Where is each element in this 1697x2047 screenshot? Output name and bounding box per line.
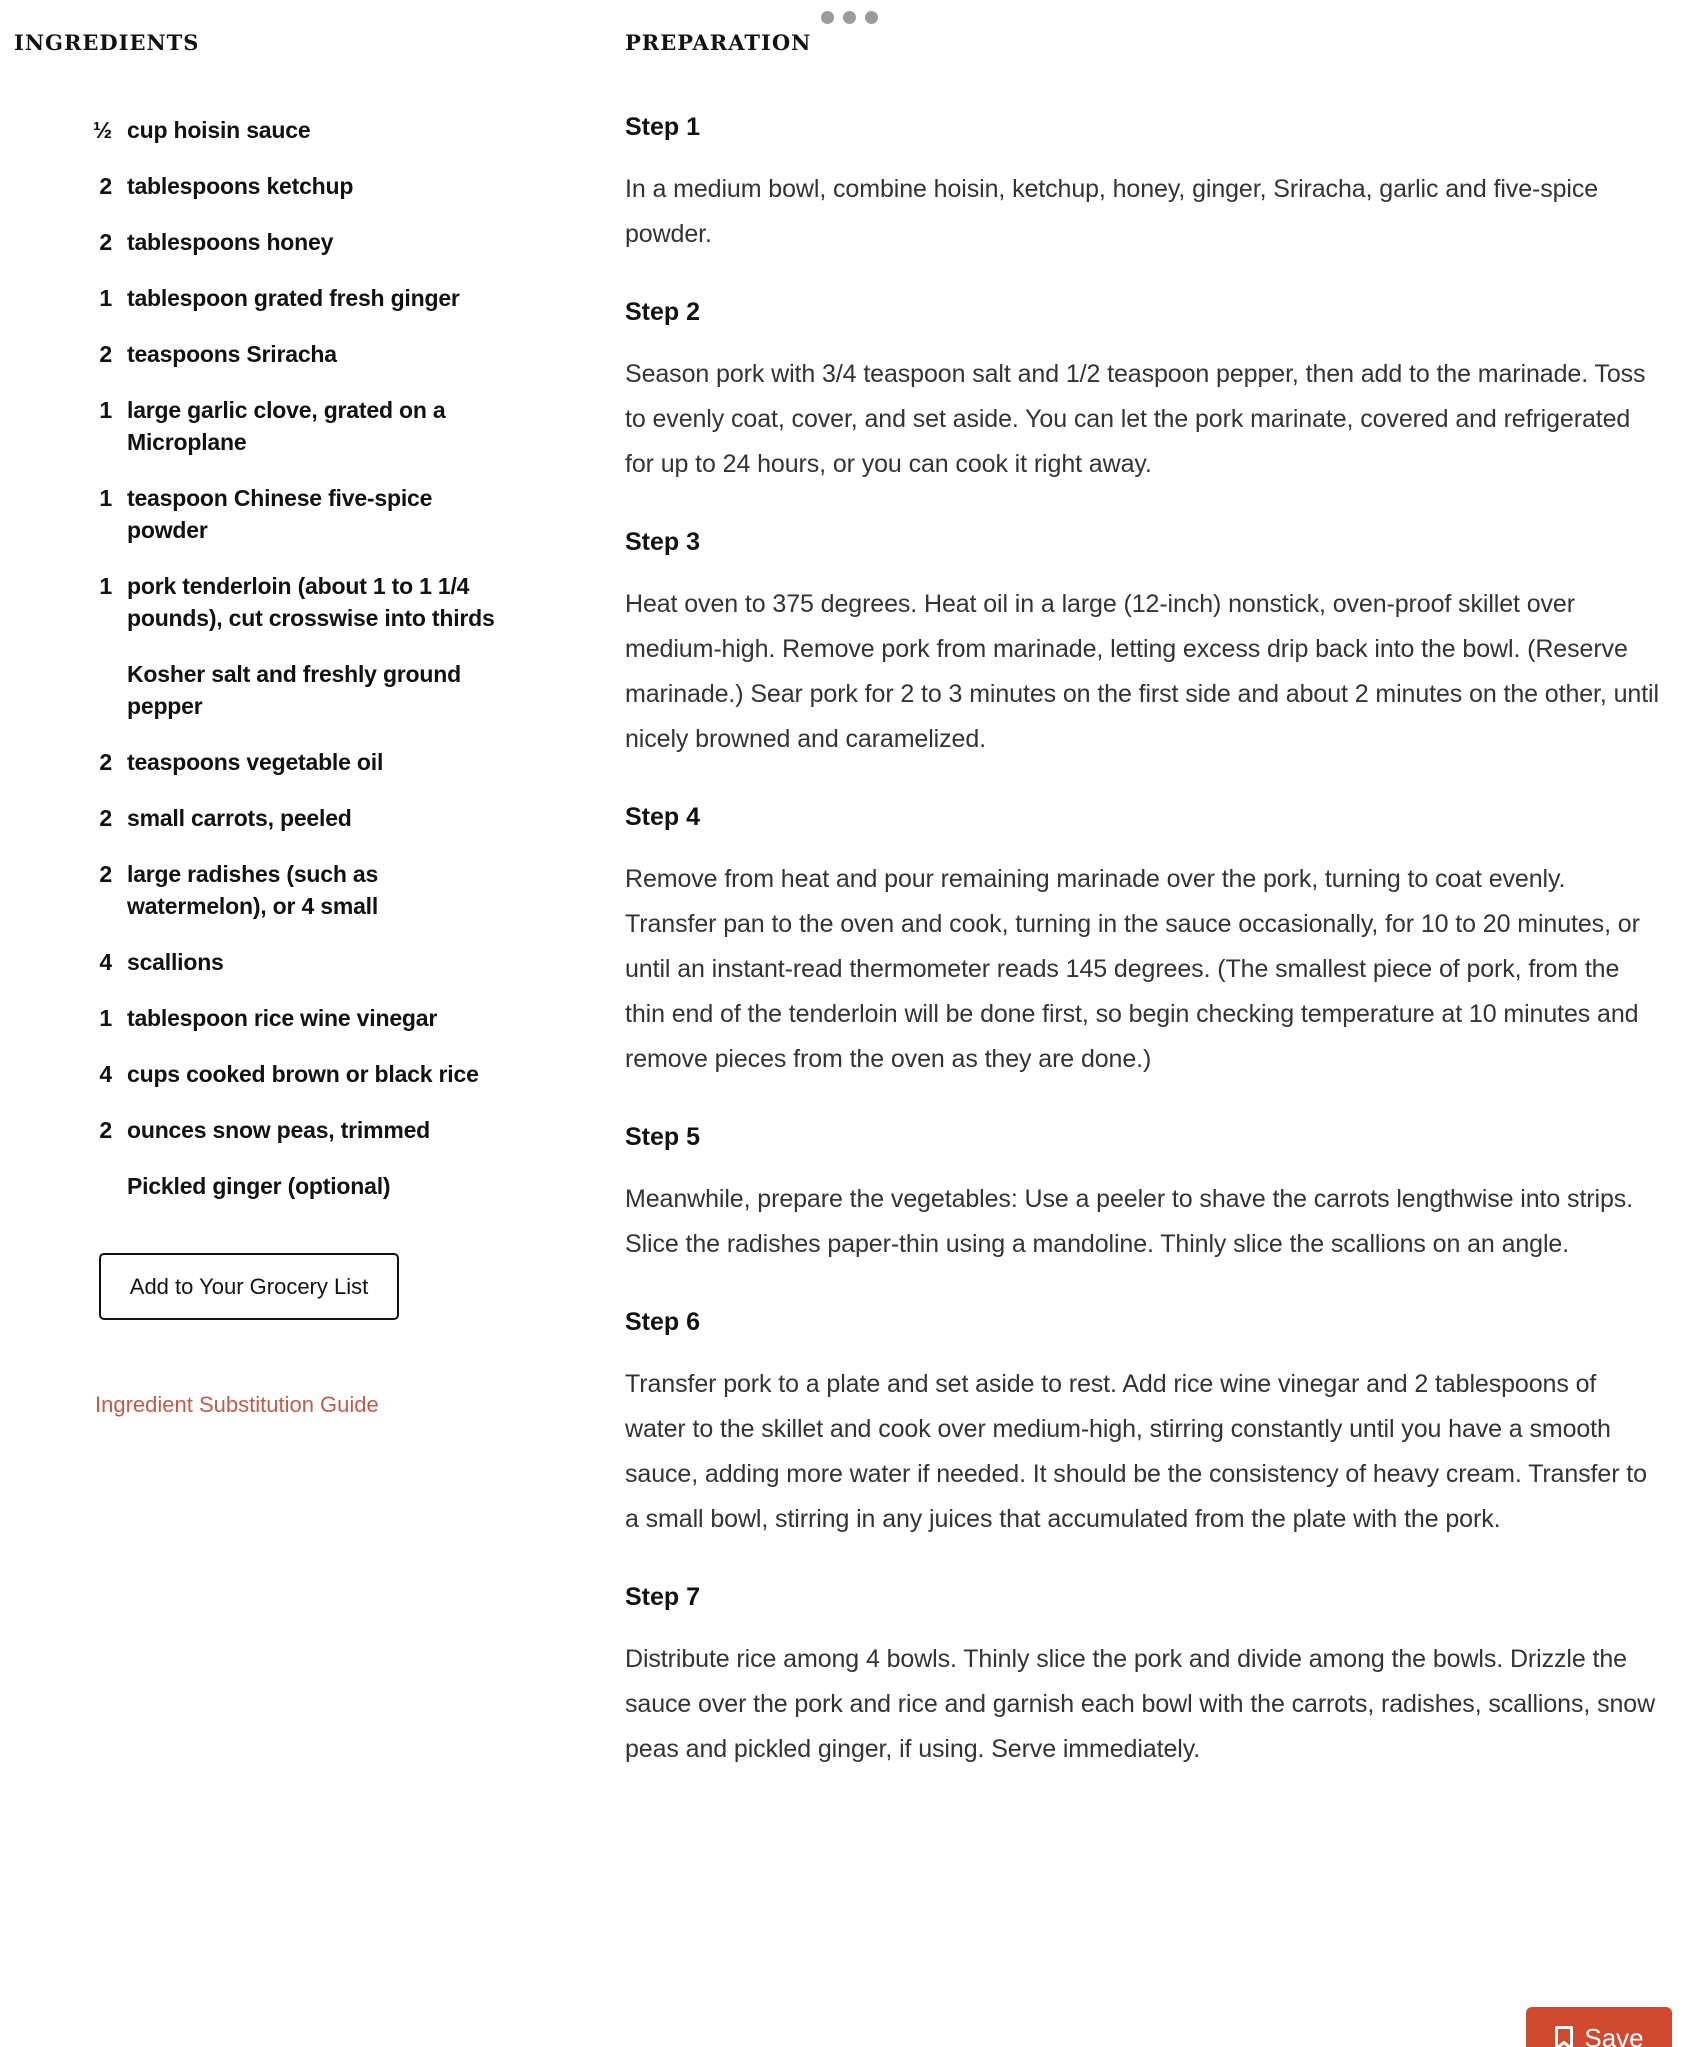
ingredient-quantity: 2	[99, 173, 112, 199]
ingredient-quantity: 1	[99, 1005, 112, 1031]
step-block	[625, 527, 1660, 762]
ingredient-row	[62, 1058, 512, 1090]
save-button-label: Save	[1584, 2022, 1644, 2047]
step-text: Remove from heat and pour remaining marinade over the pork, turning to coat evenly. Transfer pan to the oven and cook, turning in the sauce occasionally, for 10 to 20 minutes, or until an instant-read thermometer reads 145 degrees. (The smallest piece of pork, from the thin end of the tenderloin will be done first, so begin checking temperature at 10 minutes and remove pieces from the oven as they are done.)	[625, 865, 1640, 1073]
ingredient-row	[62, 802, 512, 834]
step-text: In a medium bowl, combine hoisin, ketchup, honey, ginger, Sriracha, garlic and five-spice powder.	[625, 175, 1599, 248]
step-text: Heat oven to 375 degrees. Heat oil in a large (12-inch) nonstick, oven-proof skillet over medium-high. Remove pork from marinade, letting excess drip back into the bowl. (Reserve marinade.) Sear pork for 2 to 3 minutes on the first side and about 2 minutes on the other, until nicely browned and caramelized.	[625, 590, 1659, 753]
step-block	[625, 1122, 1660, 1267]
ingredient-quantity: 2	[99, 341, 112, 367]
ingredient-quantity: 2	[99, 861, 112, 887]
ingredient-quantity: 1	[99, 573, 112, 599]
step-title: Step 3	[625, 528, 701, 556]
ingredient-text: cups cooked brown or black rice	[127, 1061, 479, 1087]
ingredient-row	[62, 394, 512, 458]
ingredient-row	[62, 570, 512, 634]
ingredient-quantity: 4	[99, 1061, 112, 1087]
ingredient-quantity	[62, 1170, 112, 1202]
ingredient-row	[62, 946, 512, 978]
ingredient-quantity: ½	[93, 117, 112, 143]
ingredient-quantity: 4	[99, 949, 112, 975]
ingredient-text: teaspoons vegetable oil	[127, 749, 384, 775]
step-title: Step 6	[625, 1308, 701, 1336]
ingredient-text: large radishes (such as watermelon), or 4 small	[127, 861, 379, 919]
ingredient-text: tablespoon rice wine vinegar	[127, 1005, 438, 1031]
ingredients-list	[62, 114, 512, 1226]
ingredient-quantity: 2	[99, 1117, 112, 1143]
ingredient-text: tablespoons honey	[127, 229, 334, 255]
ingredient-quantity: 2	[99, 749, 112, 775]
step-title: Step 2	[625, 298, 701, 326]
dot	[821, 11, 834, 24]
step-text: Meanwhile, prepare the vegetables: Use a peeler to shave the carrots lengthwise into strips. Slice the radishes paper-thin using a mandoline. Thinly slice the scallions on an angle.	[625, 1185, 1634, 1258]
step-title: Step 4	[625, 803, 701, 831]
preparation-header: PREPARATION	[625, 30, 812, 55]
ingredient-text: Pickled ginger (optional)	[127, 1173, 391, 1199]
step-text: Season pork with 3/4 teaspoon salt and 1/2 teaspoon pepper, then add to the marinade. Toss to evenly coat, cover, and set aside. You can let the pork marinate, covered and refrigerated for up to 24 hours, or you can cook it right away.	[625, 360, 1646, 478]
ingredient-row	[62, 226, 512, 258]
dot	[865, 11, 878, 24]
ingredient-row	[62, 170, 512, 202]
ingredient-quantity	[62, 658, 112, 722]
preparation-steps	[625, 112, 1660, 1772]
step-block	[625, 112, 1660, 257]
ingredient-substitution-guide-link[interactable]: Ingredient Substitution Guide	[95, 1392, 379, 1417]
step-text: Transfer pork to a plate and set aside to rest. Add rice wine vinegar and 2 tablespoons of water to the skillet and cook over medium-high, stirring constantly until you have a smooth sauce, adding more water if needed. It should be the consistency of heavy cream. Transfer to a small bowl, stirring in any juices that accumulated from the plate with the pork.	[625, 1370, 1647, 1533]
ingredient-row	[62, 858, 512, 922]
save-button[interactable]	[1526, 2007, 1672, 2047]
ingredient-text: teaspoon Chinese five-spice powder	[127, 485, 433, 543]
bookmark-icon	[1554, 2025, 1574, 2047]
ingredient-text: teaspoons Sriracha	[127, 341, 337, 367]
ingredient-row	[62, 482, 512, 546]
ingredient-text: ounces snow peas, trimmed	[127, 1117, 431, 1143]
dot	[843, 11, 856, 24]
ingredients-header: INGREDIENTS	[14, 30, 200, 55]
add-to-grocery-list-button[interactable]: Add to Your Grocery List	[99, 1253, 399, 1320]
step-text: Distribute rice among 4 bowls. Thinly slice the pork and divide among the bowls. Drizzle the sauce over the pork and rice and garnish each bowl with the carrots, radishes, scallions, snow peas and pickled ginger, if using. Serve immediately.	[625, 1645, 1656, 1763]
ingredient-quantity: 2	[99, 805, 112, 831]
step-block	[625, 1307, 1660, 1542]
step-title: Step 1	[625, 113, 701, 141]
ingredient-row	[62, 114, 512, 146]
ingredient-quantity: 1	[99, 485, 112, 511]
more-options-icon[interactable]	[821, 11, 878, 24]
ingredient-row	[62, 1114, 512, 1146]
ingredient-text: pork tenderloin (about 1 to 1 1/4 pounds), cut crosswise into thirds	[127, 573, 495, 631]
ingredient-text: tablespoon grated fresh ginger	[127, 285, 460, 311]
ingredient-quantity: 1	[99, 397, 112, 423]
ingredient-text: tablespoons ketchup	[127, 173, 354, 199]
step-block	[625, 1582, 1660, 1772]
ingredient-text: scallions	[127, 949, 224, 975]
ingredient-row	[62, 282, 512, 314]
step-title: Step 7	[625, 1583, 701, 1611]
step-block	[625, 802, 1660, 1082]
ingredient-text: cup hoisin sauce	[127, 117, 311, 143]
ingredient-row	[62, 746, 512, 778]
ingredient-row	[62, 658, 512, 722]
ingredient-row	[62, 1170, 512, 1202]
ingredient-text: small carrots, peeled	[127, 805, 352, 831]
ingredient-row	[62, 1002, 512, 1034]
step-title: Step 5	[625, 1123, 701, 1151]
step-block	[625, 297, 1660, 487]
ingredient-text: Kosher salt and freshly ground pepper	[127, 661, 461, 719]
ingredient-quantity: 2	[99, 229, 112, 255]
ingredient-text: large garlic clove, grated on a Microplane	[127, 397, 446, 455]
ingredient-row	[62, 338, 512, 370]
ingredient-quantity: 1	[99, 285, 112, 311]
